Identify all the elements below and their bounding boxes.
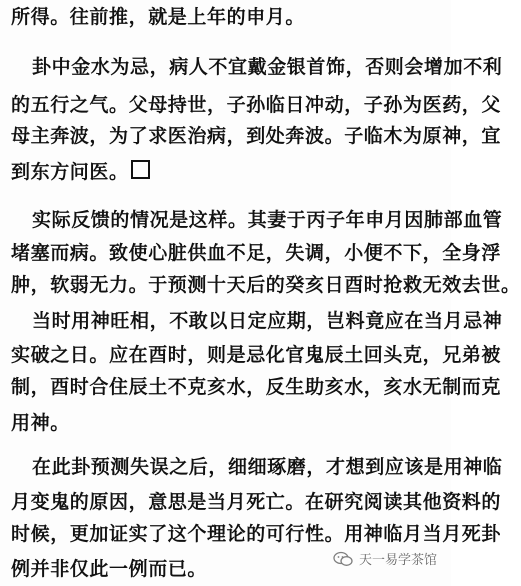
text-line: 当时用神旺相，不敢以日定应期，岂料竟应在当月忌神: [32, 310, 503, 332]
text-line: 实际反馈的情况是这样。其妻于丙子年申月因肺部血管: [32, 209, 503, 231]
text-line: 例并非仅此一例而已。: [11, 558, 208, 580]
text-line: 堵塞而病。致使心脏供血不足，失调，小便不下，全身浮: [11, 242, 502, 264]
empty-square-mark: [131, 160, 150, 179]
text-line: 卦中金水为忌，病人不宜戴金银首饰，否则会增加不利: [32, 56, 503, 78]
text-line: 月变鬼的原因，意思是当月死亡。在研究阅读其他资料的: [11, 491, 502, 513]
text-line: 肿，软弱无力。于预测十天后的癸亥日酉时抢救无效去世。: [11, 274, 521, 296]
text-line: 所得。往前推，就是上年的申月。: [11, 6, 306, 28]
watermark-text: 天一易学茶馆: [358, 553, 437, 568]
watermark: [333, 549, 437, 568]
text-line: 在此卦预测失误之后，细细琢磨，才想到应该是用神临: [32, 456, 503, 478]
text-line-with-box: [11, 159, 462, 185]
text-line: 时候，更加证实了这个理论的可行性。用神临月当月死卦: [11, 523, 502, 545]
text-line: 母主奔波，为了求医治病，到处奔波。子临木为原神，宜: [11, 125, 502, 147]
text-line: 用神。: [11, 412, 70, 434]
wechat-logo-icon: [333, 551, 353, 567]
text-line: 制，酉时合住辰土不克亥水，反生助亥水，亥水无制而克: [11, 376, 502, 398]
text-line: 实破之日。应在酉时，则是忌化官鬼辰土回头克，兄弟被: [11, 344, 502, 366]
text-line: 的五行之气。父母持世，子孙临日冲动，子孙为医药，父: [11, 94, 502, 116]
text-fragment: 到东方问医。: [11, 161, 129, 183]
